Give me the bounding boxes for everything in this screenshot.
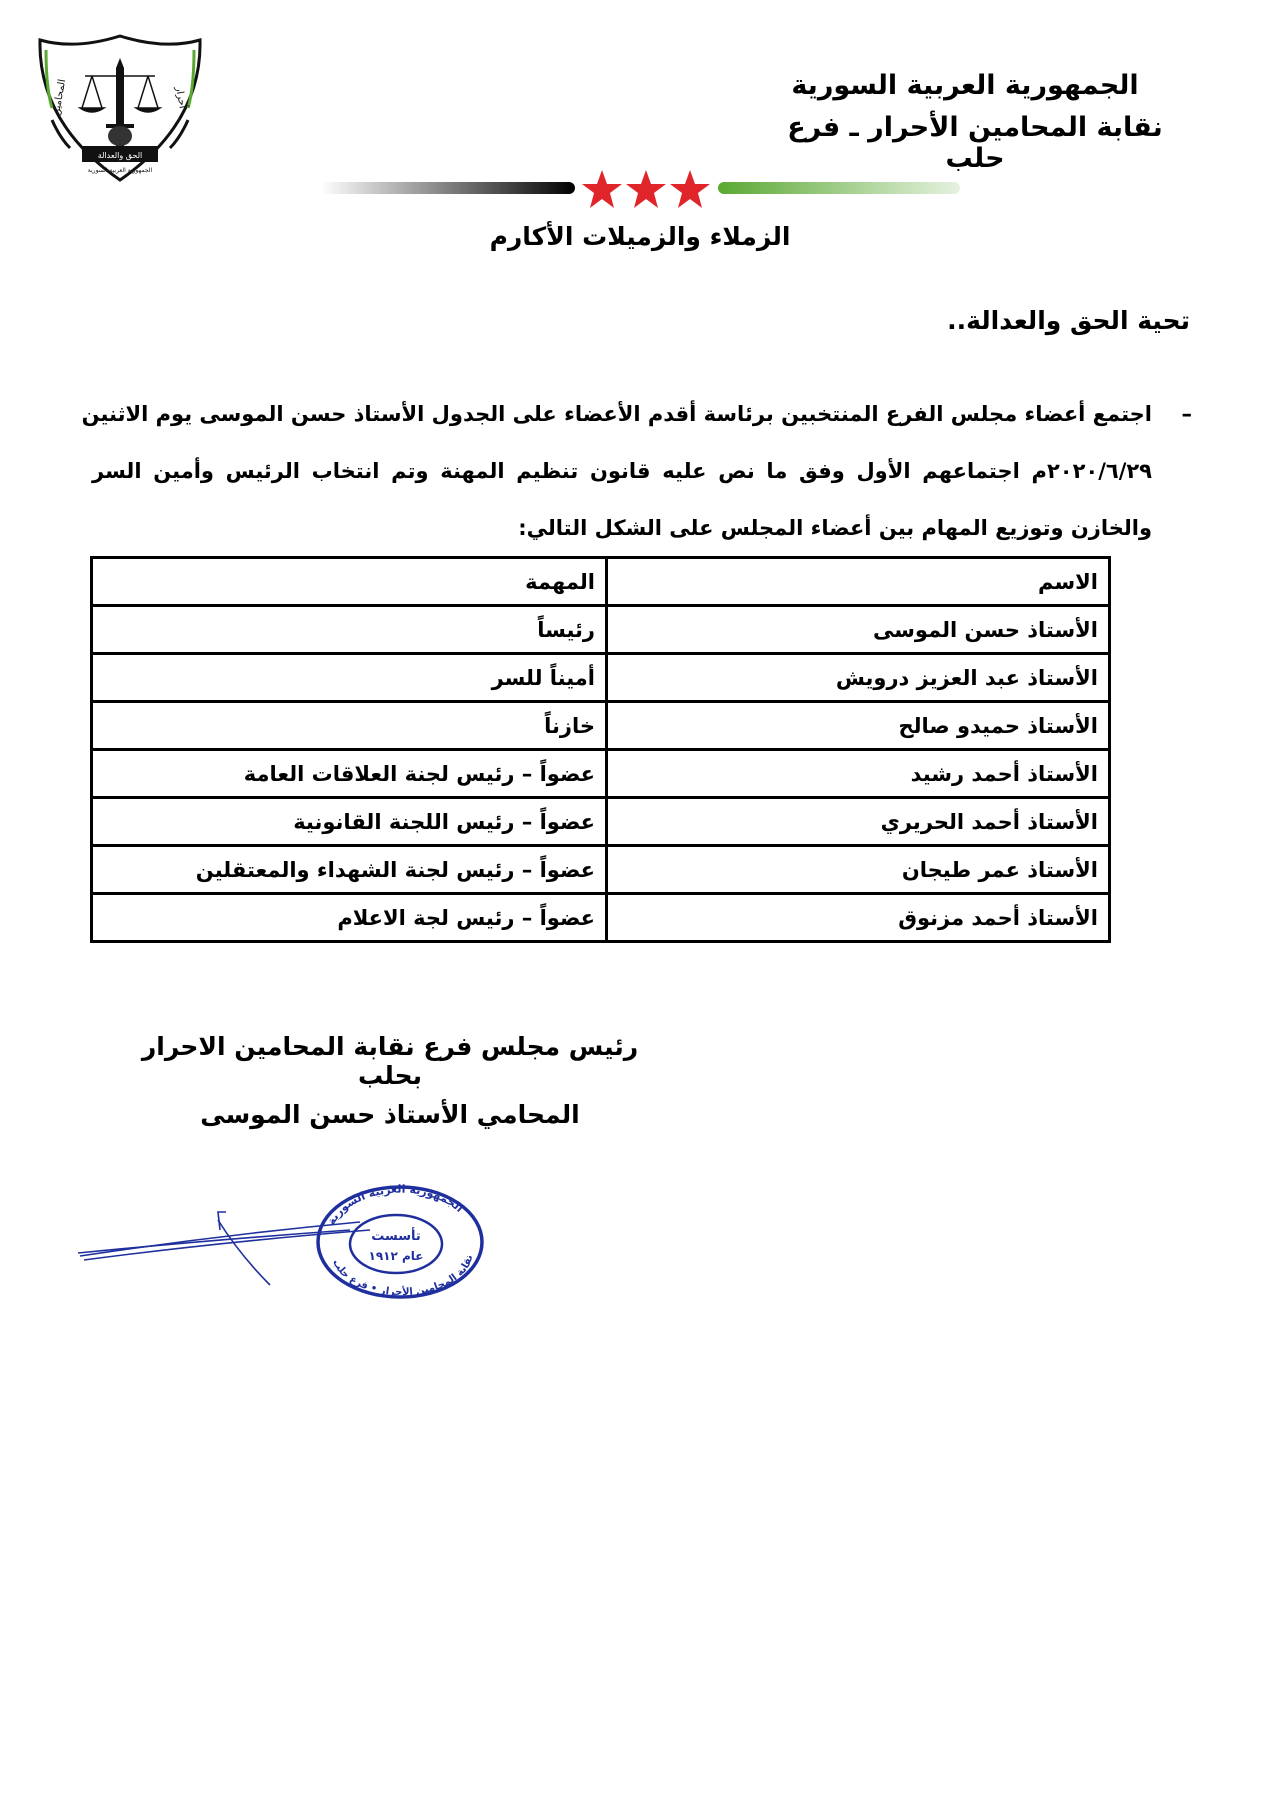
paragraph-line: ٢٠٢٠/٦/٢٩م اجتماعهم الأول وفق ما نص عليه قانون تنظيم المهنة وتم انتخاب الرئيس وأمين السر (92, 459, 1152, 483)
member-role: عضواً – رئيس اللجنة القانونية (92, 798, 607, 846)
member-name: الأستاذ حسن الموسى (607, 606, 1110, 654)
header-organization: نقابة المحامين الأحرار ـ فرع حلب (787, 112, 1163, 174)
green-stripe (718, 182, 960, 194)
official-stamp (318, 1183, 482, 1299)
member-role: عضواً – رئيس لجنة الشهداء والمعتقلين (92, 846, 607, 894)
signatory-title: رئيس مجلس فرع نقابة المحامين الاحرار بحلب (141, 1032, 639, 1090)
table-row (92, 846, 1110, 894)
star-icon (670, 170, 710, 208)
paragraph-line: والخازن وتوزيع المهام بين أعضاء المجلس على الشكل التالي: (518, 516, 1152, 540)
table-row (92, 798, 1110, 846)
logo-side-text-left: المحامين (50, 78, 69, 117)
stamp-outer-top-text: الجمهورية العربية السورية (324, 1182, 466, 1228)
member-role: خازناً (92, 702, 607, 750)
member-role: عضواً – رئيس لجة الاعلام (92, 894, 607, 942)
column-header-role: المهمة (92, 558, 607, 606)
logo-caption: الجمهورية العربية السورية (87, 167, 153, 174)
member-name: الأستاذ أحمد رشيد (607, 750, 1110, 798)
salutation: الزملاء والزميلات الأكارم (489, 222, 791, 251)
stamp-outer-bottom-text: نقابة المحامين الأحرار • فرع حلب (330, 1254, 476, 1299)
table-row (92, 606, 1110, 654)
member-name: الأستاذ أحمد مزنوق (607, 894, 1110, 942)
column-header-name: الاسم (607, 558, 1110, 606)
table-row (92, 750, 1110, 798)
stamp-inner-line2: عام ١٩١٢ (368, 1249, 424, 1263)
paragraph-line: اجتمع أعضاء مجلس الفرع المنتخبين برئاسة أقدم الأعضاء على الجدول الأستاذ حسن الموسى يوم الاثنين (81, 402, 1152, 426)
member-role: عضواً – رئيس لجنة العلاقات العامة (92, 750, 607, 798)
signatory-name: المحامي الأستاذ حسن الموسى (200, 1100, 580, 1129)
header-country: الجمهورية العربية السورية (791, 70, 1139, 101)
black-stripe (320, 182, 575, 194)
table-row (92, 702, 1110, 750)
member-name: الأستاذ أحمد الحريري (607, 798, 1110, 846)
greeting: تحية الحق والعدالة.. (947, 306, 1190, 335)
star-icon (582, 170, 622, 208)
star-icon (626, 170, 666, 208)
logo-motto: الحق والعدالة (97, 151, 143, 160)
member-name: الأستاذ عبد العزيز درويش (607, 654, 1110, 702)
table-row (92, 894, 1110, 942)
logo-side-text-right: أحرار (173, 85, 188, 110)
body-paragraph (81, 386, 1192, 557)
handwritten-signature (78, 1212, 370, 1285)
member-name: الأستاذ عمر طيجان (607, 846, 1110, 894)
table-header-row (92, 558, 1110, 606)
member-role: رئيساً (92, 606, 607, 654)
bullet-dash: – (1181, 402, 1192, 426)
member-role: أميناً للسر (92, 654, 607, 702)
bar-association-logo (30, 28, 210, 188)
svg-text:الجمهورية العربية السورية (325, 1183, 466, 1228)
member-name: الأستاذ حميدو صالح (607, 702, 1110, 750)
stamp-and-signature (70, 1160, 490, 1305)
table-row (92, 654, 1110, 702)
flag-divider (320, 168, 960, 210)
council-members-table (90, 556, 1111, 943)
stamp-inner-line1: تأسست (371, 1229, 421, 1244)
